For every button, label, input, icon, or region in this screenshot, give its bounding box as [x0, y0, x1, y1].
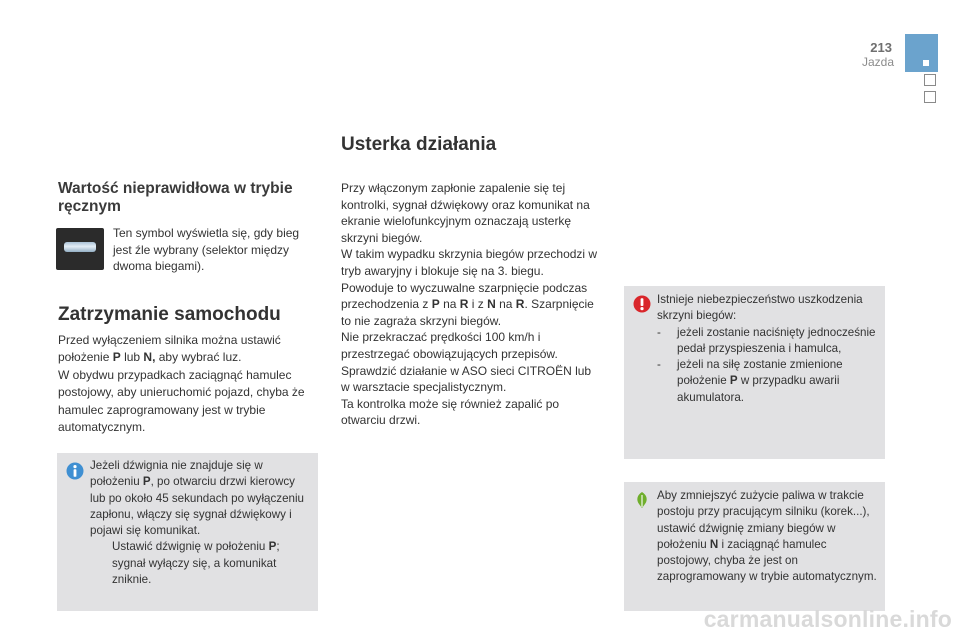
malfunction-line-1: Przy włączonym zapłonie zapalenie się tej kontrolki, sygnał dźwiękowy oraz komunikat na ekranie wielofunkcyjnym oznaczają usterkę skrzyni biegów.	[341, 181, 590, 245]
page-number: 213	[870, 40, 892, 55]
chapter-tab-empty-1	[924, 74, 936, 86]
warning-icon	[633, 295, 651, 313]
stopping-paragraph	[58, 332, 318, 436]
malfunction-line-2: W takim wypadku skrzynia biegów przechodzi w tryb awaryjny i blokuje się na 3. biegu.	[341, 247, 598, 278]
heading-wrong-value: Wartość nieprawidłowa w trybie ręcznym	[58, 180, 293, 215]
tab-marker	[923, 60, 929, 66]
malfunction-paragraph	[341, 180, 603, 429]
chapter-tab-empty-2	[924, 91, 936, 103]
info-box-text: Jeżeli dźwignia nie znajduje się w położeniu P, po otwarciu drzwi kierowcy lub po około 45 sekundach po wyłączeniu zapłonu, włączy się sygnał dźwiękowy i pojawi się komunikat. Ustawić dźwignię w położeniu P; sygnał wyłączy się, a komunikat zniknie.	[90, 458, 312, 588]
malfunction-line-4: Nie przekraczać prędkości 100 km/h i przestrzegać obowiązujących przepisów.	[341, 330, 558, 361]
malfunction-line-3: Powoduje to wyczuwalne szarpnięcie podczas przechodzenia z P na R i z N na R. Szarpnięcie to nie zagraża skrzyni biegów.	[341, 280, 594, 328]
warning-box	[624, 286, 885, 459]
malfunction-line-6: Ta kontrolka może się również zapalić po otwarciu drzwi.	[341, 396, 560, 428]
warning-box-text: Istnieje niebezpieczeństwo uszkodzenia skrzyni biegów: - jeżeli zostanie naciśnięty jednocześnie pedał przyspieszenia i hamulca, - jeżeli na siłę zostanie zmienione położenie P w przypadku awarii akumulatora.	[657, 292, 879, 406]
eco-box	[624, 482, 885, 611]
eco-box-text: Aby zmniejszyć zużycie paliwa w trakcie postoju przy pracującym silniku (korek...), ustawić dźwignię zmiany biegów w położeniu N i zaciągnąć hamulec postojowy, chyba że jest on zaprogramowany w trybie automatycznym.	[657, 489, 877, 584]
gear-warning-symbol-icon	[56, 228, 104, 270]
warning-item-1: - jeżeli zostanie naciśnięty jednocześnie pedał przyspieszenia i hamulca,	[657, 325, 876, 355]
info-icon	[66, 462, 84, 480]
chapter-tab	[905, 34, 938, 72]
warning-item-2: - jeżeli na siłę zostanie zmienione położenie P w przypadku awarii akumulatora.	[657, 358, 843, 404]
heading-malfunction: Usterka działania	[341, 134, 497, 155]
malfunction-line-5: Sprawdzić działanie w ASO sieci CITROËN lub w warsztacie specjalistycznym.	[341, 363, 592, 395]
watermark: carmanualsonline.info	[703, 606, 952, 632]
info-box	[57, 453, 318, 611]
bullet-icon	[90, 539, 112, 588]
symbol-description: Ten symbol wyświetla się, gdy bieg jest źle wybrany (selektor między dwoma biegami).	[113, 226, 300, 273]
stopping-line-1: Przed wyłączeniem silnika można ustawić położenie P lub N, aby wybrać luz.	[58, 333, 281, 365]
section-title: Jazda	[861, 55, 894, 69]
stopping-line-2: W obydwu przypadkach zaciągnąć hamulec postojowy, aby unieruchomić pojazd, chyba że hamulec zaprogramowany jest w trybie automatycznym.	[58, 367, 305, 435]
leaf-icon	[633, 491, 651, 509]
heading-stopping-vehicle: Zatrzymanie samochodu	[58, 304, 281, 325]
info-box-bullet: Ustawić dźwignię w położeniu P; sygnał wyłączy się, a komunikat zniknie.	[90, 539, 312, 588]
